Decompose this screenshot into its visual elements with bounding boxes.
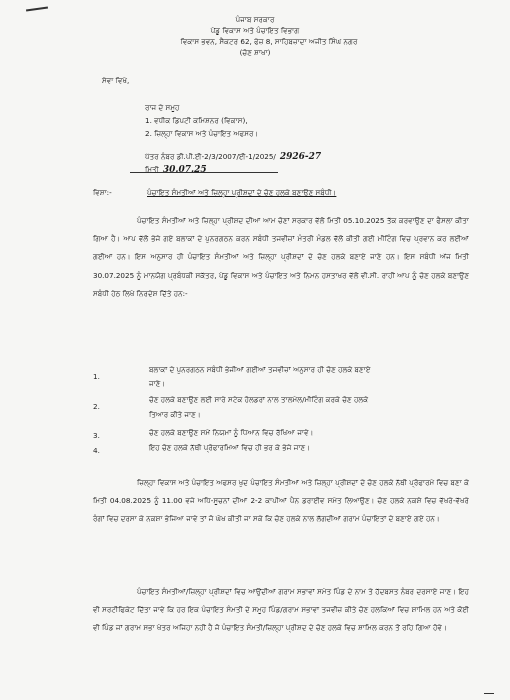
item-1-number: 1. [93, 372, 100, 381]
memo-number [145, 152, 321, 162]
header-address: ਵਿਕਾਸ ਭਵਨ, ਸੈਕਟਰ 62, ਫੇਜ਼ 8, ਸਾਹਿਬਜ਼ਾਦਾ ਅਜੀਤ ਸਿੰਘ ਨਗਰ [180, 37, 358, 46]
addressee-line-1: ਰਾਜ ਦੇ ਸਮੂਹ [145, 103, 180, 112]
memo-date-handwritten: 30.07.25 [162, 165, 207, 175]
paragraph-1: ਪੰਚਾਇਤ ਸੰਮਤੀਆਂ ਅਤੇ ਜ਼ਿਲ੍ਹਾ ਪ੍ਰੀਸ਼ਦ ਦੀਆਂ ਆਮ ਚੋਣਾਂ ਸਰਕਾਰ ਵੱਲੋਂ ਮਿਤੀ 05.10.2025 ਤੱਕ ਕਰਵਾਉਣ ਦਾ ਫੈਸਲਾ ਕੀਤਾ ਗਿਆ ਹੈ। ਆਪ ਵੱਲੋਂ ਭੇਜੇ ਗਏ ਬਲਾਕਾਂ ਦੇ ਪੁਨਰਗਠਨ ਕਰਨ ਸਬੰਧੀ ਤਜਵੀਜ਼ਾਂ ਮੰਤਰੀ ਮੰਡਲ ਵੱਲੋਂ ਕੀਤੀ ਗਈ ਮੀਟਿੰਗ ਵਿਚ ਪ੍ਰਵਾਨ ਕਰ ਲਈਆਂ ਗਈਆਂ ਹਨ। ਇਸ ਅਨੁਸਾਰ ਹੀ ਪੰਚਾਇਤ ਸੰਮਤੀਆਂ ਅਤੇ ਜ਼ਿਲ੍ਹਾ ਪ੍ਰੀਸ਼ਦਾਂ ਦੇ ਚੋਣ ਹਲਕੇ ਬਣਾਏ ਜਾਣੇ ਹਨ। ਇਸ ਸਬੰਧੀ ਅੱਜ ਮਿਤੀ 30.07.2025 ਨੂੰ ਮਾਨਯੋਗ ਪ੍ਰਬੰਧਕੀ ਸਕੱਤਰ, ਪੇਂਡੂ ਵਿਕਾਸ ਅਤੇ ਪੰਚਾਇਤ ਅਤੇ ਨਿਮਨ ਹਸਤਾਖਰ ਵੱਲੋਂ ਵੀ.ਸੀ. ਰਾਹੀਂ ਆਪ ਨੂੰ ਚੋਣ ਹਲਕੇ ਬਣਾਉਣ ਸਬੰਧੀ ਹੇਠ ਲਿਖੇ ਨਿਰਦੇਸ਼ ਦਿੱਤੇ ਹਨ:- [93, 216, 469, 298]
paragraph-3: ਪੰਚਾਇਤ ਸੰਮਤੀਆਂ/ਜ਼ਿਲ੍ਹਾ ਪ੍ਰੀਸ਼ਦਾਂ ਵਿਚ ਆਉਂਦੀਆਂ ਗਰਾਮ ਸਭਾਵਾਂ ਸਮੇਤ ਪਿੰਡ ਦੇ ਨਾਮ ਤੇ ਹੱਦਬਸਤ ਨੰਬਰ ਦਰਸਾਏ ਜਾਣ। ਇਹ ਵੀ ਸਰਟੀਫਿਕੇਟ ਦਿੱਤਾ ਜਾਵੇ ਕਿ ਹਰ ਇਕ ਪੰਚਾਇਤ ਸੰਮਤੀ ਦੇ ਸਮੂਹ ਪਿੰਡ/ਗਰਾਮ ਸਭਾਵਾਂ ਤਜਵੀਜ਼ ਕੀਤੇ ਚੋਣ ਹਲਕਿਆਂ ਵਿਚ ਸ਼ਾਮਿਲ ਹਨ ਅਤੇ ਕੋਈ ਵੀ ਪਿੰਡ ਜਾਂ ਗਰਾਮ ਸਭਾ ਖੇਤਰ ਅਜਿਹਾ ਨਹੀਂ ਹੈ ਜੋ ਪੰਚਾਇਤ ਸੰਮਤੀ/ਜ਼ਿਲ੍ਹਾ ਪ੍ਰੀਸ਼ਦ ਦੇ ਚੋਣ ਹਲਕੇ ਵਿਚ ਸ਼ਾਮਿਲ ਕਰਨ ਤੋਂ ਰਹਿ ਗਿਆ ਹੋਵੇ। [93, 587, 469, 633]
paragraph-2: ਜ਼ਿਲ੍ਹਾ ਵਿਕਾਸ ਅਤੇ ਪੰਚਾਇਤ ਅਫਸਰ ਖੁਦ ਪੰਚਾਇਤ ਸੰਮਤੀਆਂ ਅਤੇ ਜ਼ਿਲ੍ਹਾ ਪ੍ਰੀਸ਼ਦਾਂ ਦੇ ਚੋਣ ਹਲਕੇ ਨੱਥੀ ਪ੍ਰੋਫਾਰਮੇ ਵਿਚ ਬਣਾ ਕੇ ਮਿਤੀ 04.08.2025 ਨੂੰ 11.00 ਵਜੇ ਅਧਿ-ਸੂਚਨਾਂ ਦੀਆਂ 2-2 ਕਾਪੀਆਂ ਪੈਨ ਡਰਾਈਵ ਸਮੇਤ ਲਿਆਉਣ। ਚੋਣ ਹਲਕੇ ਨਕਸ਼ੇ ਵਿਚ ਵੱਖਰੇ-ਵੱਖਰੇ ਰੰਗਾਂ ਵਿਚ ਦਰਸਾ ਕੇ ਨਕਸ਼ਾ ਭੇਜਿਆ ਜਾਵੇ ਤਾਂ ਜੋ ਘੋਖ ਕੀਤੀ ਜਾ ਸਕੇ ਕਿ ਚੋਣ ਹਲਕੇ ਨਾਲ ਲੱਗਦੀਆਂ ਗਰਾਮ ਪੰਚਾਇਤਾਂ ਦੇ ਬਣਾਏ ਗਏ ਹਨ। [93, 478, 469, 524]
page-edge-mark [484, 693, 494, 694]
item-4-number: 4. [93, 446, 100, 455]
subject-label: ਵਿਸ਼ਾ:- [93, 188, 112, 197]
header-branch: (ਚੋਣ ਸ਼ਾਖਾ) [239, 48, 271, 57]
memo-date [145, 165, 207, 175]
item-2-line-2: ਤਿਆਰ ਕੀਤੇ ਜਾਣ। [149, 410, 201, 419]
item-2-line-1: ਚੋਣ ਹਲਕੇ ਬਣਾਉਣ ਲਈ ਸਾਰੇ ਸਟੇਕ ਹੋਲਡਰਾਂ ਨਾਲ ਤਾਲਮੇਲ/ਮੀਟਿੰਗ ਕਰਕੇ ਚੋਣ ਹਲਕੇ [149, 395, 369, 404]
item-1-line-2: ਜਾਣੇ। [149, 379, 166, 388]
item-1-line-1: ਬਲਾਕਾਂ ਦੇ ਪੁਨਰਗਠਨ ਸਬੰਧੀ ਭੇਜੀਆਂ ਗਈਆਂ ਤਜਵੀਜ਼ਾਂ ਅਨੁਸਾਰ ਹੀ ਚੋਣ ਹਲਕੇ ਬਣਾਏ [149, 365, 371, 374]
header-government: ਪੰਜਾਬ ਸਰਕਾਰ [235, 15, 275, 24]
item-4-text: ਇਹ ਚੋਣ ਹਲਕੇ ਨੱਥੀ ਪ੍ਰੋਫਾਰਮਿਆਂ ਵਿਚ ਹੀ ਭਰ ਕੇ ਭੇਜੇ ਜਾਣ। [149, 443, 310, 452]
addressee-line-2: 1. ਵਧੀਕ ਡਿਪਟੀ ਕਮਿਸ਼ਨਰ (ਵਿਕਾਸ), [145, 116, 248, 125]
subject-text: ਪੰਚਾਇਤ ਸੰਮਤੀਆਂ ਅਤੇ ਜ਼ਿਲ੍ਹਾ ਪ੍ਰੀਸ਼ਦਾਂ ਦੇ ਚੋਣ ਹਲਕੇ ਬਣਾਉਣ ਸਬੰਧੀ। [147, 188, 337, 197]
salutation: ਸੇਵਾ ਵਿਖੇ, [102, 76, 130, 85]
item-2-number: 2. [93, 402, 100, 411]
memo-date-label: ਮਿਤੀ [145, 165, 159, 174]
item-3-number: 3. [93, 431, 100, 440]
pen-mark [26, 6, 48, 11]
item-3-text: ਚੋਣ ਹਲਕੇ ਬਣਾਉਣ ਸਮੇਂ ਨਿਯਮਾਂ ਨੂੰ ਧਿਆਨ ਵਿਚ ਰੱਖਿਆ ਜਾਵੇ। [149, 428, 314, 437]
pen-underline [130, 172, 278, 173]
memo-number-handwritten: 2926-27 [279, 152, 322, 162]
addressee-line-3: 2. ਜ਼ਿਲ੍ਹਾ ਵਿਕਾਸ ਅਤੇ ਪੰਚਾਇਤ ਅਫਸਰ। [145, 129, 259, 138]
header-department: ਪੇਂਡੂ ਵਿਕਾਸ ਅਤੇ ਪੰਚਾਇਤ ਵਿਭਾਗ [210, 26, 300, 35]
memo-number-label: ਪੱਤਰ ਨੰਬਰ ਡੀ.ਪੀ.ਈ-2/3/2007/ਈ-1/2025/ [145, 152, 276, 161]
